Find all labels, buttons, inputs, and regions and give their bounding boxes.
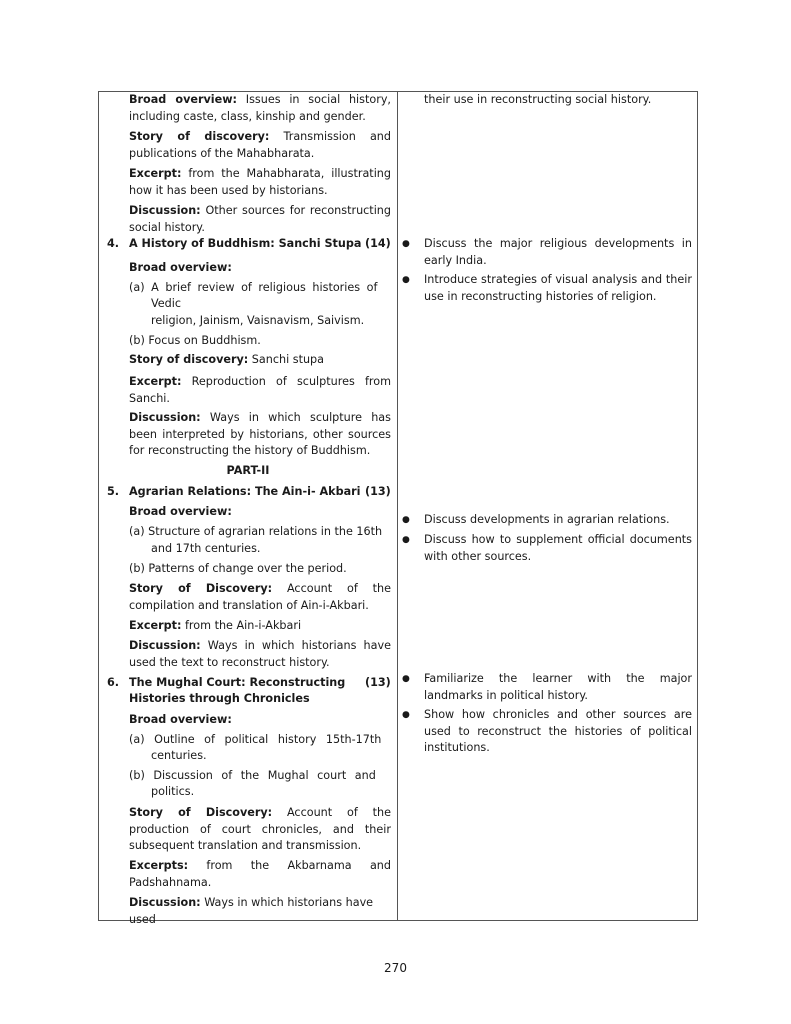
- unit-marks: (14): [365, 237, 391, 250]
- discussion: Discussion: Ways in which sculpture has been interpreted by historians, other sources for reconstructing the history of Buddhism.: [129, 411, 391, 457]
- list-item: (b) Patterns of change over the period.: [129, 562, 347, 575]
- part-heading: PART-II: [226, 464, 270, 477]
- intro-discussion: Discussion: Other sources for reconstructing social history.: [129, 204, 391, 234]
- syllabus-table: [98, 91, 698, 926]
- objective-item: Show how chronicles and other sources are used to reconstruct the histories of political institutions.: [424, 708, 692, 754]
- unit-title: Agrarian Relations: The Ain-i- Akbari: [129, 485, 361, 498]
- intro-broad-overview: Broad overview: Issues in social history, including caste, class, kinship and gender.: [129, 93, 391, 123]
- list-item: (a) A brief review of religious histories of: [129, 281, 378, 294]
- intro-excerpt: Excerpt: from the Mahabharata, illustrating how it has been used by historians.: [129, 167, 391, 197]
- unit-title: The Mughal Court: Reconstructing: [129, 676, 346, 689]
- unit-title-continued: Histories through Chronicles: [129, 692, 310, 705]
- bullet-icon: ●: [402, 535, 410, 545]
- story-of-discovery: Story of discovery: Sanchi stupa: [129, 353, 325, 366]
- discussion: Discussion: Ways in which historians have used: [129, 896, 374, 926]
- bullet-icon: ●: [402, 674, 410, 684]
- page-number: 270: [384, 961, 407, 975]
- list-item: (a) Structure of agrarian relations in the 16th: [129, 525, 383, 538]
- objective-item: Discuss how to supplement official documents with other sources.: [424, 533, 692, 563]
- bullet-icon: ●: [402, 275, 410, 285]
- list-item-continued: religion, Jainism, Vaisnavism, Saivism.: [151, 314, 365, 327]
- excerpt: Excerpt: Reproduction of sculptures from Sanchi.: [129, 375, 391, 405]
- intro-story: Story of discovery: Transmission and publications of the Mahabharata.: [129, 130, 391, 160]
- unit-number: 6.: [107, 676, 120, 689]
- bullet-icon: ●: [402, 239, 410, 249]
- list-item: (b) Discussion of the Mughal court and: [129, 769, 376, 782]
- broad-overview-label: Broad overview:: [129, 505, 232, 518]
- bullet-icon: ●: [402, 710, 410, 720]
- list-item-continued: Vedic: [151, 297, 182, 310]
- broad-overview-label: Broad overview:: [129, 261, 232, 274]
- unit-number: 5.: [107, 485, 120, 498]
- objective-item: Familiarize the learner with the major landmarks in political history.: [424, 672, 692, 702]
- objective-item: Discuss developments in agrarian relations.: [424, 513, 670, 526]
- discussion: Discussion: Ways in which historians have used the text to reconstruct history.: [129, 639, 391, 669]
- bullet-icon: ●: [402, 515, 410, 525]
- list-item-continued: politics.: [151, 785, 195, 798]
- objective-continued: their use in reconstructing social history.: [424, 93, 652, 106]
- unit-marks: (13): [365, 485, 391, 498]
- excerpt: Excerpt: from the Ain-i-Akbari: [129, 619, 302, 632]
- story-of-discovery: Story of Discovery: Account of the compilation and translation of Ain-i-Akbari.: [129, 582, 391, 612]
- objective-item: Discuss the major religious developments in early India.: [424, 237, 692, 267]
- list-item: (b) Focus on Buddhism.: [129, 334, 261, 347]
- unit-number: 4.: [107, 237, 120, 250]
- story-of-discovery: Story of Discovery: Account of the production of court chronicles, and their subsequent translation and transmission.: [129, 806, 391, 852]
- list-item-continued: centuries.: [151, 749, 207, 762]
- objective-item: Introduce strategies of visual analysis and their use in reconstructing histories of religion.: [424, 273, 692, 303]
- broad-overview-label: Broad overview:: [129, 713, 232, 726]
- unit-title: A History of Buddhism: Sanchi Stupa: [129, 237, 362, 250]
- unit-marks: (13): [365, 676, 391, 689]
- list-item: (a) Outline of political history 15th-17th: [129, 733, 382, 746]
- column-divider: [397, 92, 398, 920]
- excerpts: Excerpts: from the Akbarnama and Padshahnama.: [129, 859, 391, 889]
- list-item-continued: and 17th centuries.: [151, 542, 261, 555]
